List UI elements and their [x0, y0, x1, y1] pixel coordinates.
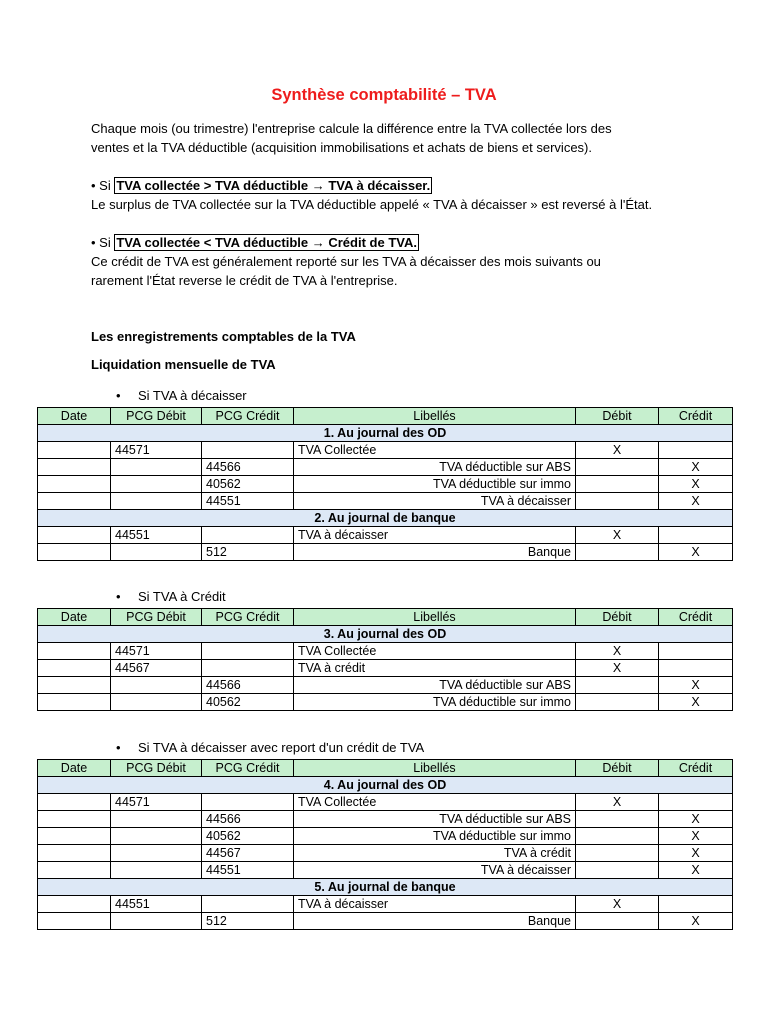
- cell-credit: X: [659, 493, 733, 510]
- page-title: Synthèse comptabilité – TVA: [271, 86, 497, 104]
- table-row: [38, 828, 733, 845]
- table-header-row: [38, 408, 733, 425]
- cell-libelle: TVA à décaisser: [294, 527, 576, 544]
- bullet-table-3: [116, 740, 424, 755]
- bullet-dot: •: [116, 740, 121, 755]
- cell-libelle: TVA à crédit: [294, 660, 576, 677]
- cell-date: [38, 442, 111, 459]
- cell-pcg-debit: [111, 913, 202, 930]
- cell-libelle: TVA déductible sur immo: [294, 476, 576, 493]
- cell-debit: X: [576, 442, 659, 459]
- table-row: [38, 442, 733, 459]
- cell-pcg-debit: [111, 459, 202, 476]
- cell-debit: [576, 862, 659, 879]
- cell-pcg-credit: [202, 643, 294, 660]
- cell-credit: X: [659, 828, 733, 845]
- cell-pcg-credit: 40562: [202, 476, 294, 493]
- journal-table-report-credit: [37, 759, 733, 930]
- cell-pcg-debit: [111, 845, 202, 862]
- case-credit-line-2: rarement l'État reverse le crédit de TVA à l'entreprise.: [91, 273, 398, 288]
- case-decaisser-prefix: • Si: [91, 178, 115, 193]
- cell-libelle: Banque: [294, 913, 576, 930]
- cell-libelle: TVA déductible sur ABS: [294, 811, 576, 828]
- cell-debit: X: [576, 660, 659, 677]
- col-credit: Crédit: [659, 609, 733, 626]
- subsection-heading: Liquidation mensuelle de TVA: [91, 357, 276, 372]
- section-row: [38, 777, 733, 794]
- cell-pcg-debit: [111, 476, 202, 493]
- cell-pcg-debit: 44567: [111, 660, 202, 677]
- cell-pcg-debit: 44571: [111, 794, 202, 811]
- cell-credit: [659, 660, 733, 677]
- table-row: [38, 896, 733, 913]
- cell-credit: X: [659, 913, 733, 930]
- cell-pcg-debit: [111, 828, 202, 845]
- cell-date: [38, 694, 111, 711]
- table-header-row: [38, 609, 733, 626]
- table-row: [38, 811, 733, 828]
- cell-pcg-credit: 44566: [202, 811, 294, 828]
- cell-pcg-credit: 512: [202, 544, 294, 561]
- table-row: [38, 544, 733, 561]
- cell-libelle: TVA déductible sur ABS: [294, 459, 576, 476]
- cell-date: [38, 643, 111, 660]
- col-pcg-credit: PCG Crédit: [202, 609, 294, 626]
- case-decaisser-rule: [91, 176, 691, 195]
- col-pcg-debit: PCG Débit: [111, 408, 202, 425]
- cell-debit: [576, 694, 659, 711]
- cell-libelle: TVA à décaisser: [294, 896, 576, 913]
- table-row: [38, 694, 733, 711]
- cell-pcg-debit: [111, 544, 202, 561]
- cell-date: [38, 527, 111, 544]
- col-credit: Crédit: [659, 408, 733, 425]
- section-row: [38, 510, 733, 527]
- bullet-table-2: [116, 589, 226, 604]
- cell-pcg-credit: 44567: [202, 845, 294, 862]
- cell-debit: [576, 459, 659, 476]
- cell-credit: X: [659, 677, 733, 694]
- table-row: [38, 476, 733, 493]
- col-pcg-credit: PCG Crédit: [202, 760, 294, 777]
- cell-date: [38, 660, 111, 677]
- cell-pcg-credit: 44566: [202, 459, 294, 476]
- cell-debit: [576, 544, 659, 561]
- bullet-table-2-label: Si TVA à Crédit: [138, 589, 226, 604]
- col-date: Date: [38, 609, 111, 626]
- case-credit: [91, 233, 691, 290]
- cell-pcg-credit: [202, 794, 294, 811]
- table-row: [38, 794, 733, 811]
- table-row: [38, 527, 733, 544]
- cell-pcg-debit: [111, 677, 202, 694]
- cell-date: [38, 544, 111, 561]
- cell-date: [38, 845, 111, 862]
- cell-debit: [576, 493, 659, 510]
- case-decaisser: [91, 176, 691, 214]
- cell-pcg-debit: 44551: [111, 527, 202, 544]
- col-date: Date: [38, 760, 111, 777]
- cell-libelle: TVA déductible sur immo: [294, 828, 576, 845]
- cell-pcg-credit: [202, 527, 294, 544]
- bullet-table-3-label: Si TVA à décaisser avec report d'un crédit de TVA: [138, 740, 425, 755]
- col-pcg-credit: PCG Crédit: [202, 408, 294, 425]
- case-credit-rule: [91, 233, 691, 252]
- table-row: [38, 862, 733, 879]
- col-credit: Crédit: [659, 760, 733, 777]
- col-libelles: Libellés: [294, 609, 576, 626]
- cell-libelle: TVA à crédit: [294, 845, 576, 862]
- table-row: [38, 913, 733, 930]
- cell-pcg-credit: 40562: [202, 828, 294, 845]
- cell-credit: X: [659, 845, 733, 862]
- table-row: [38, 493, 733, 510]
- cell-debit: X: [576, 643, 659, 660]
- cell-pcg-credit: 44566: [202, 677, 294, 694]
- cell-debit: [576, 811, 659, 828]
- cell-date: [38, 459, 111, 476]
- cell-pcg-debit: [111, 811, 202, 828]
- cell-date: [38, 811, 111, 828]
- journal-table-decaisser: [37, 407, 733, 561]
- cell-libelle: TVA Collectée: [294, 442, 576, 459]
- bullet-table-1: [116, 388, 247, 403]
- cell-pcg-credit: [202, 896, 294, 913]
- cell-credit: [659, 794, 733, 811]
- cell-pcg-credit: [202, 442, 294, 459]
- section-banque-label: 2. Au journal de banque: [38, 510, 733, 527]
- section-od-label: 4. Au journal des OD: [38, 777, 733, 794]
- journal-table-credit: [37, 608, 733, 711]
- table-row: [38, 660, 733, 677]
- cell-pcg-debit: 44571: [111, 442, 202, 459]
- cell-libelle: TVA déductible sur immo: [294, 694, 576, 711]
- cell-date: [38, 828, 111, 845]
- cell-debit: [576, 476, 659, 493]
- cell-pcg-debit: [111, 862, 202, 879]
- cell-date: [38, 862, 111, 879]
- cell-pcg-debit: 44571: [111, 643, 202, 660]
- cell-credit: [659, 643, 733, 660]
- cell-credit: X: [659, 862, 733, 879]
- cell-libelle: Banque: [294, 544, 576, 561]
- col-libelles: Libellés: [294, 408, 576, 425]
- cell-debit: [576, 913, 659, 930]
- table-row: [38, 643, 733, 660]
- case-credit-prefix: • Si: [91, 235, 115, 250]
- cell-debit: [576, 845, 659, 862]
- intro-line-1: Chaque mois (ou trimestre) l'entreprise calcule la différence entre la TVA collectée lors des: [91, 121, 612, 136]
- section-od-label: 3. Au journal des OD: [38, 626, 733, 643]
- cell-debit: X: [576, 527, 659, 544]
- cell-pcg-credit: [202, 660, 294, 677]
- cell-debit: X: [576, 794, 659, 811]
- cell-date: [38, 476, 111, 493]
- cell-credit: [659, 527, 733, 544]
- cell-debit: [576, 828, 659, 845]
- col-debit: Débit: [576, 760, 659, 777]
- cell-date: [38, 913, 111, 930]
- cell-libelle: TVA à décaisser: [294, 493, 576, 510]
- cell-date: [38, 493, 111, 510]
- section-row: [38, 879, 733, 896]
- case-credit-line-1: Ce crédit de TVA est généralement reporté sur les TVA à décaisser des mois suivants ou: [91, 254, 601, 269]
- section-heading: Les enregistrements comptables de la TVA: [91, 329, 356, 344]
- table-header-row: [38, 760, 733, 777]
- cell-libelle: TVA déductible sur ABS: [294, 677, 576, 694]
- cell-credit: X: [659, 544, 733, 561]
- col-debit: Débit: [576, 408, 659, 425]
- section-banque-label: 5. Au journal de banque: [38, 879, 733, 896]
- cell-pcg-debit: 44551: [111, 896, 202, 913]
- cell-credit: [659, 896, 733, 913]
- cell-debit: X: [576, 896, 659, 913]
- cell-date: [38, 677, 111, 694]
- cell-pcg-credit: 44551: [202, 862, 294, 879]
- table-row: [38, 459, 733, 476]
- cell-pcg-credit: 40562: [202, 694, 294, 711]
- section-row: [38, 425, 733, 442]
- section-row: [38, 626, 733, 643]
- cell-pcg-credit: 44551: [202, 493, 294, 510]
- cell-pcg-debit: [111, 694, 202, 711]
- cell-pcg-debit: [111, 493, 202, 510]
- table-row: [38, 677, 733, 694]
- cell-libelle: TVA à décaisser: [294, 862, 576, 879]
- cell-date: [38, 794, 111, 811]
- col-libelles: Libellés: [294, 760, 576, 777]
- cell-libelle: TVA Collectée: [294, 794, 576, 811]
- case-decaisser-boxed: TVA collectée > TVA déductible → TVA à décaisser.: [116, 178, 431, 193]
- col-pcg-debit: PCG Débit: [111, 760, 202, 777]
- intro-line-2: ventes et la TVA déductible (acquisition immobilisations et achats de biens et services).: [91, 140, 592, 155]
- cell-credit: X: [659, 459, 733, 476]
- cell-credit: X: [659, 694, 733, 711]
- bullet-dot: •: [116, 388, 121, 403]
- cell-pcg-credit: 512: [202, 913, 294, 930]
- col-debit: Débit: [576, 609, 659, 626]
- intro-paragraph: [91, 119, 691, 157]
- table-row: [38, 845, 733, 862]
- col-date: Date: [38, 408, 111, 425]
- cell-libelle: TVA Collectée: [294, 643, 576, 660]
- col-pcg-debit: PCG Débit: [111, 609, 202, 626]
- case-credit-boxed: TVA collectée < TVA déductible → Crédit de TVA.: [116, 235, 417, 250]
- case-decaisser-text: Le surplus de TVA collectée sur la TVA déductible appelé « TVA à décaisser » est reversé à l'État.: [91, 197, 653, 212]
- cell-debit: [576, 677, 659, 694]
- cell-date: [38, 896, 111, 913]
- section-od-label: 1. Au journal des OD: [38, 425, 733, 442]
- cell-credit: X: [659, 811, 733, 828]
- bullet-dot: •: [116, 589, 121, 604]
- cell-credit: X: [659, 476, 733, 493]
- bullet-table-1-label: Si TVA à décaisser: [138, 388, 247, 403]
- cell-credit: [659, 442, 733, 459]
